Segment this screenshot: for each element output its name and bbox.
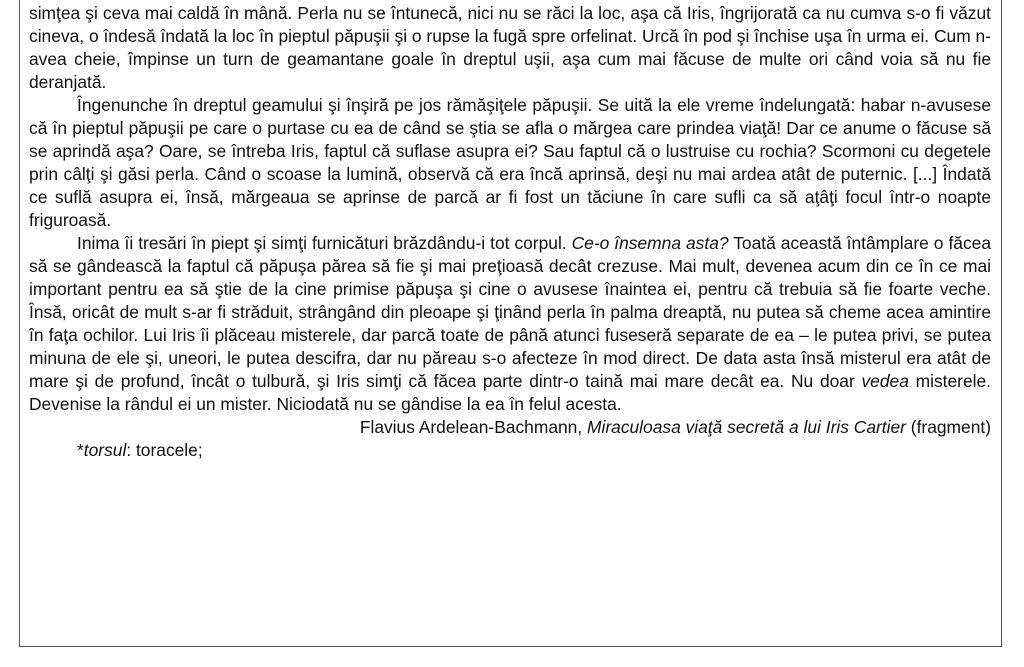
paragraph-3 [29,232,991,416]
paragraph-3-italic-vedea: vedea [861,371,909,391]
paragraph-3-text-c: misterele. Devenise la rândul ei un mister. Niciodată nu se gândise la ea în felul acesta. [29,371,991,414]
paragraph-2 [29,94,991,232]
paragraph-2-text: Îngenunche în dreptul geamului şi înşiră pe jos rămăşiţele păpuşii. Se uită la ele vreme îndelungată: habar n-avusese că în pieptul păpuşii pe care o purtase cu ea de când se ştia se afla o mărgea care prindea viaţă! Dar ce anume o făcuse să se aprindă aşa? Oare, se întreba Iris, faptul că suflase asupra ei? Sau faptul că o lustruise cu rochia? Scormoni cu degetele prin câlţi şi găsi perla. Când o scoase la lumină, observă că era încă aprinsă, deşi nu mai ardea atât de puternic. [...] Îndată ce suflă asupra ei, însă, mărgeaua se aprinse de parcă ar fi fost un tăciune în care sufli ca să aţâţi focul într-o noapte friguroasă. [29,95,991,230]
source-attribution [29,416,991,439]
footnote-marker: * [77,440,84,460]
paragraph-3-italic-question: Ce-o însemna asta? [571,233,729,253]
footnote-definition: : toracele; [126,440,203,460]
attribution-author: Flavius Ardelean-Bachmann, [359,417,587,437]
paragraph-3-text-a: Inima îi tresări în piept şi simţi furnicături brăzdându-i tot corpul. [77,233,572,253]
paragraph-1 [29,2,991,94]
footnote-term: torsul [83,440,127,460]
attribution-title: Miraculoasa viaţă secretă a lui Iris Cartier [587,417,906,437]
text-fragment-frame [19,0,1002,647]
footnote [29,439,991,462]
paragraph-3-text-b: Toată această întâmplare o făcea să se gândească la faptul că păpuşa părea să fie şi mai preţioasă decât crezuse. Mai mult, devenea acum din ce în ce mai important pentru ea să ştie de la cine primise păpuşa şi cine o avusese înaintea ei, pentru că trebuia să fie foarte veche. Însă, oricât de mult s-ar fi străduit, strângând din pleoape şi ţinând perla în palma dreaptă, nu putea să cheme acea amintire în faţa ochilor. Lui Iris îi plăceau misterele, dar parcă toate de până atunci fuseseră separate de ea – le putea privi, se putea minuna de ele şi, uneori, le putea descifra, dar nu păreau s-o afecteze în mod direct. De data asta însă misterul era atât de mare şi de profund, încât o tulbură, şi Iris simţi că făcea parte dintr-o taină mai mare decât ea. Nu doar [29,233,991,391]
paragraph-1-text: simţea şi ceva mai caldă în mână. Perla nu se întunecă, nici nu se răci la loc, aşa că Iris, îngrijorată ca nu cumva s-o fi văzut cineva, o îndesă îndată la loc în pieptul păpuşii şi o rupse la fugă spre orfelinat. Urcă în pod şi închise uşa în urma ei. Cum n-avea cheie, împinse un turn de geamantane goale în dreptul uşii, aşa cum mai făcuse de multe ori când voia să nu fie deranjată. [29,3,991,92]
attribution-note: (fragment) [905,417,991,437]
